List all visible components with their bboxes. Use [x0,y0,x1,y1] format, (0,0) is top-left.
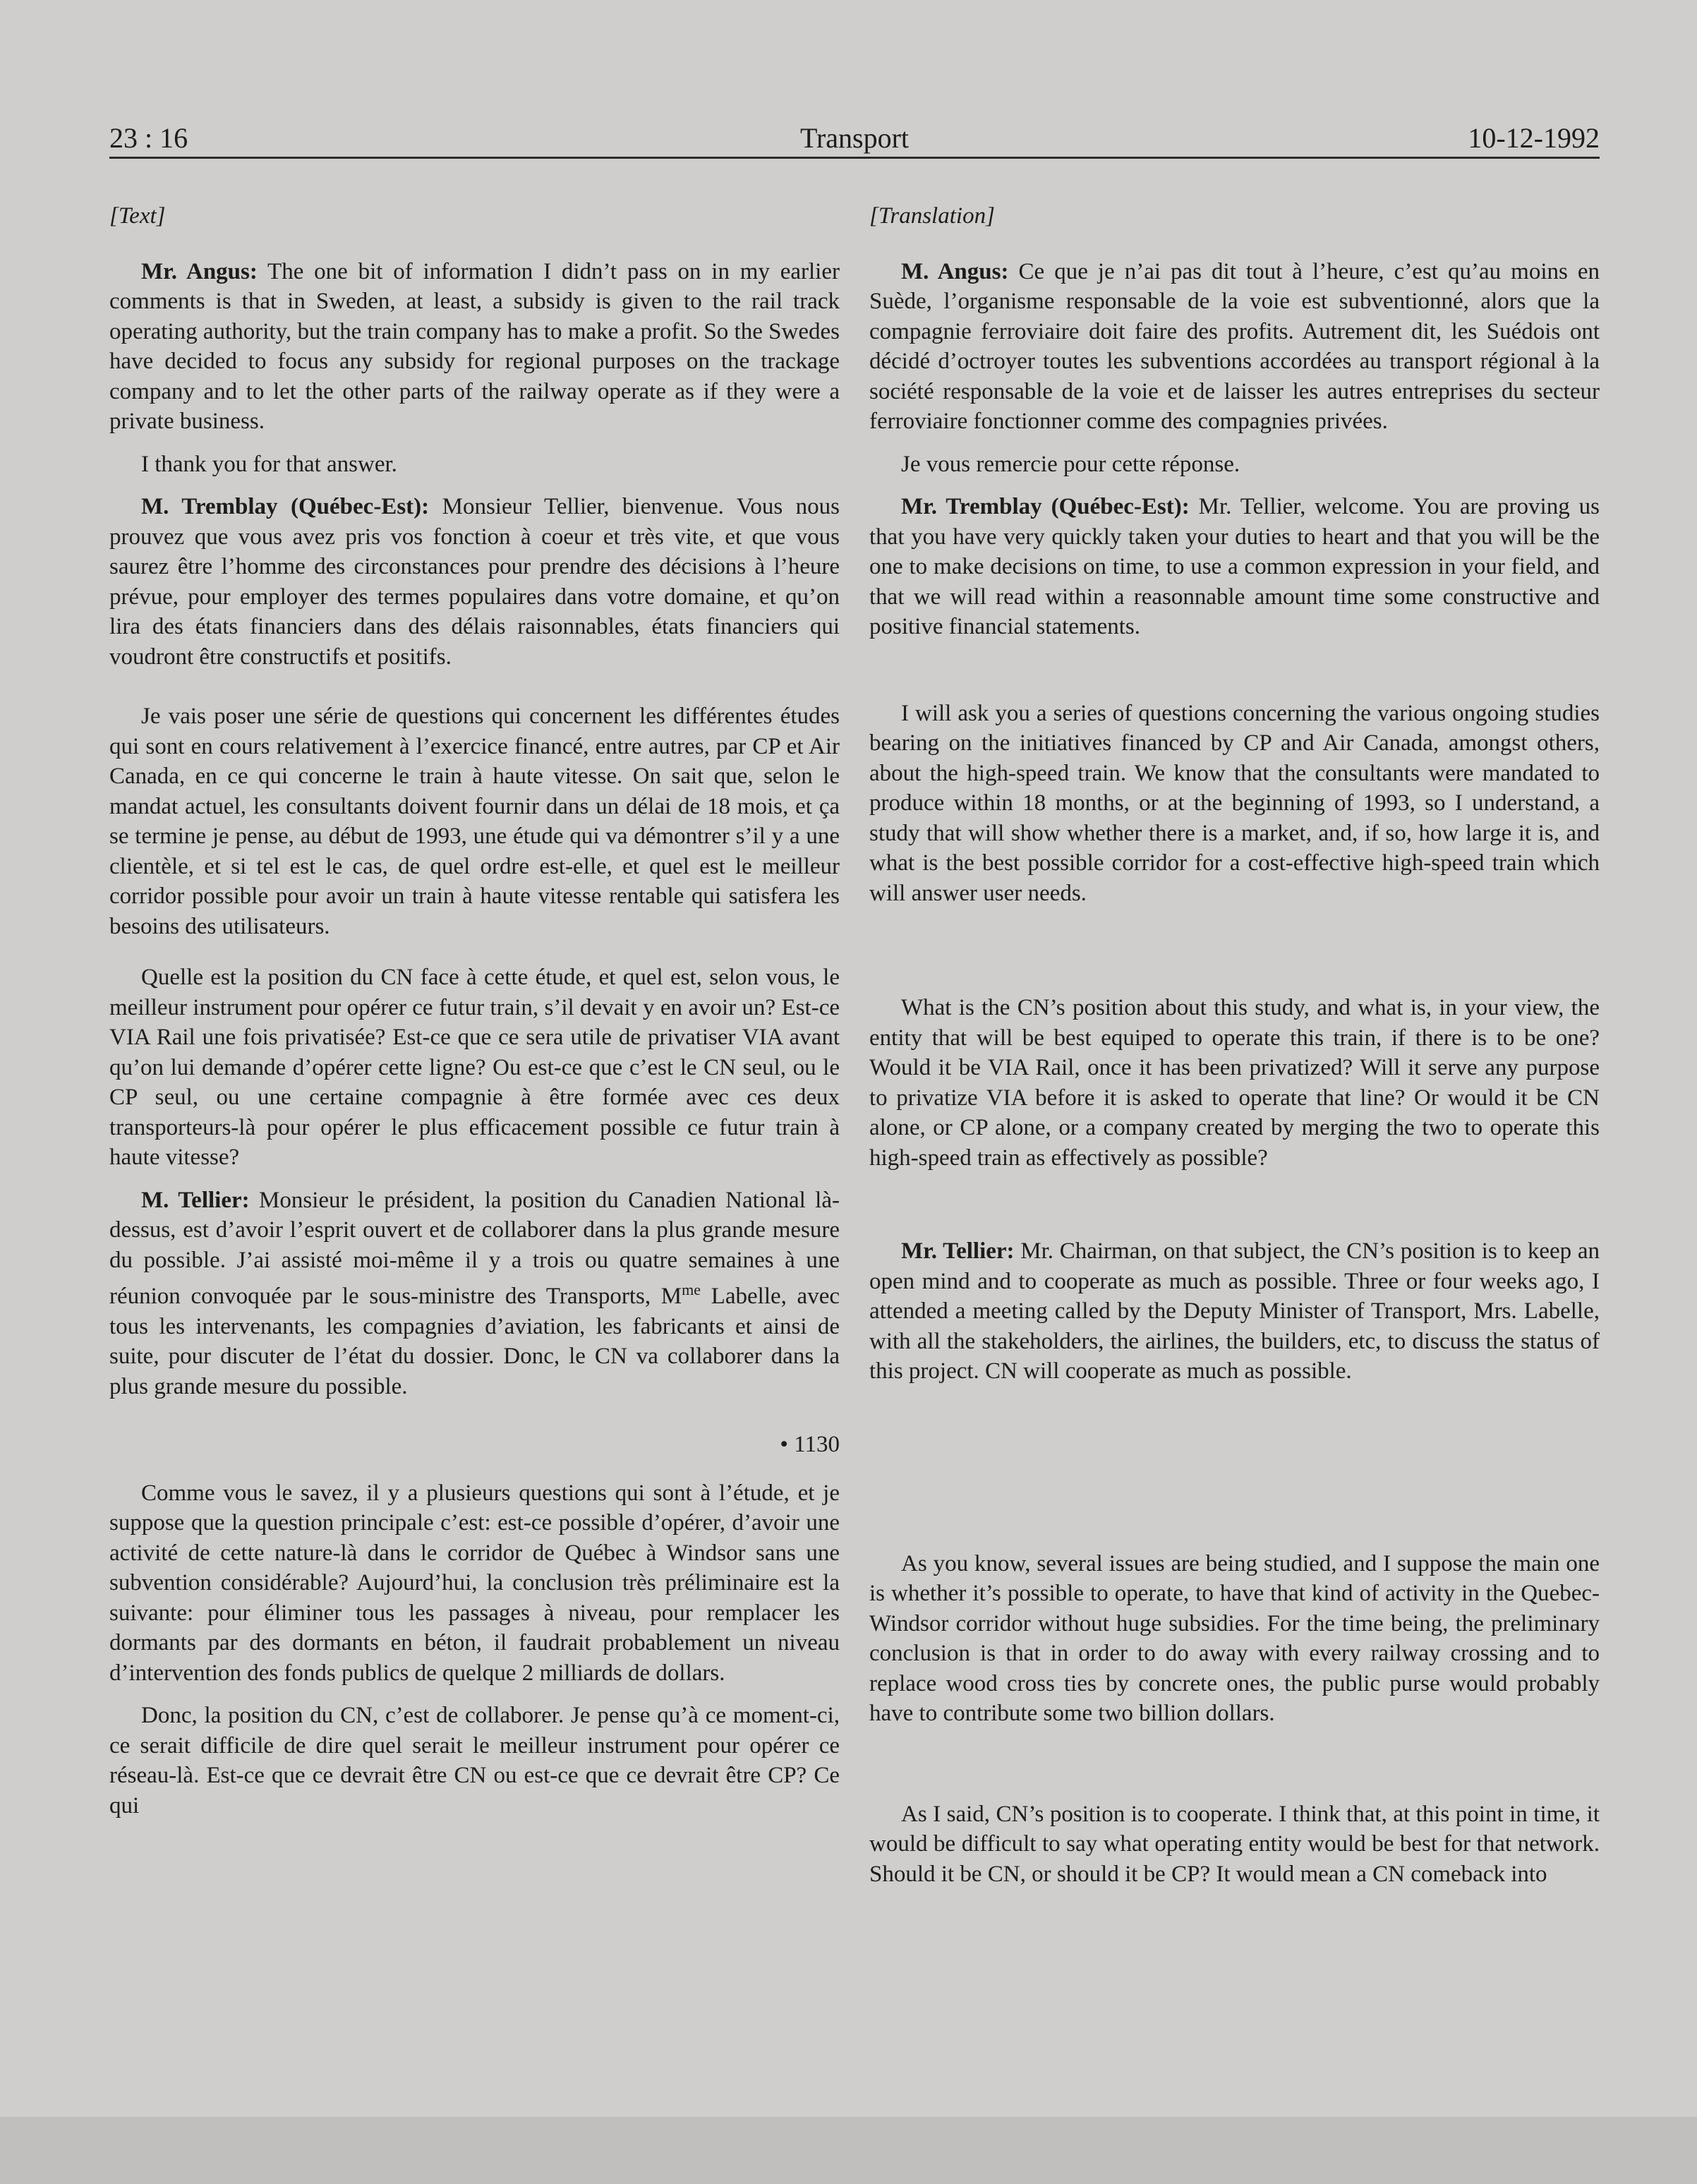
paragraph [869,492,1600,642]
paragraph-text: Monsieur Tellier, bienvenue. Vous nous prouvez que vous avez pris vos fonction à coeur et très vite, et que vous saurez être l’homme des circonstances pour prendre des décisions à l’heure prévue, pour employer des termes populaires dans votre domaine, et qu’on lira des états financiers dans des délais raisonnables, états financiers qui voudront être constructifs et positifs. [109,494,840,670]
paragraph: Quelle est la position du CN face à cette étude, et quel est, selon vous, le meilleur instrument pour opérer ce futur train, s’il devait y en avoir un? Est-ce VIA Rail une fois privatisée? Est-ce que ce sera utile de privatiser VIA avant qu’on lui demande d’opérer cette ligne? Ou est-ce que c’est le CN seul, ou le CP seul, ou une certaine compagnie à être formée avec ces deux transporteurs-là pour opérer le plus efficacement possible ce futur train à haute vitesse? [109,965,840,1170]
paragraph: What is the CN’s position about this study, and what is, in your view, the entity that will be best equiped to operate this train, if there is to be one? Would it be VIA Rail, once it has been privatized? Will it serve any purpose to privatize VIA before it is asked to operate that line? Or would it be CN alone, or CP alone, or a company created by merging the two to operate this high-speed train as effectively as possible? [869,995,1600,1171]
scan-shadow [0,2117,1697,2184]
paragraph-text: The one bit of information I didn’t pass on in my earlier comments is that in Sweden, at least, a subsidy is given to the rail track operating authority, but the train company has to make a profit. So the Swedes have decided to focus any subsidy for regional purposes on the trackage company and to let the other parts of the railway operate as if they were a private business. [109,258,840,434]
speaker: Mr. Angus: [141,258,258,284]
time-marker: • 1130 [780,1432,840,1457]
running-header [109,121,1600,159]
paragraph: As you know, several issues are being studied, and I suppose the main one is whether it’s possible to operate, to have that kind of activity in the Quebec-Windsor corridor without huge subsidies. For the time being, the preliminary conclusion is that in order to do away with every railway crossing and to replace wood cross ties by concrete ones, the public purse would probably have to contribute some two billion dollars. [869,1550,1600,1726]
paragraph: Comme vous le savez, il y a plusieurs questions qui sont à l’étude, et je suppose que la question principale c’est: est-ce possible d’opérer, d’avoir une activité de cette nature-là dans le corridor de Québec à Windsor sans une subvention considérable? Aujourd’hui, la conclusion très préliminaire est la suivante: pour éliminer tous les passages à niveau, pour remplacer les dormants par des dormants en béton, il faudrait probablement un niveau d’intervention des fonds publics de quelque 2 milliards de dollars. [109,1480,840,1686]
speaker: Mr. Tremblay (Québec-Est): [901,494,1190,519]
paragraph: I will ask you a series of questions concerning the various ongoing studies bearing on the initiatives financed by CP and Air Canada, amongst others, about the high-speed train. We know that the consultants were mandated to produce within 18 months, or at the beginning of 1993, so I understand, a study that will show whether there is a market, and, if so, how large it is, and what is the best possible corridor for a cost-effective high-speed train which will answer user needs. [869,700,1600,906]
paragraph: Donc, la position du CN, c’est de collaborer. Je pense qu’à ce moment-ci, ce serait difficile de dire quel serait le meilleur instrument pour opérer ce réseau-là. Est-ce que ce devrait être CN ou est-ce que ce devrait être CP? Ce qui [109,1703,840,1818]
header-date: 10-12-1992 [1468,122,1600,154]
paragraph [109,257,840,437]
paragraph-text: Ce que je n’ai pas dit tout à l’heure, c’est qu’au moins en Suède, l’organisme responsable de la voie est subventionné, alors que la compagnie ferroviaire doit faire des profits. Autrement dit, les Suédois ont décidé d’octroyer toutes les subventions accordées au transport régional à la société responsable de la voie et de laisser les autres entreprises du secteur ferroviaire fonctionner comme des compagnies privées. [869,258,1600,434]
column-tag: [Translation] [869,203,995,229]
paragraph-text: Monsieur le président, la position du Canadien National là-dessus, est d’avoir l’esprit ouvert et de collaborer dans la plus grande mesure du possible. J’ai assisté moi-même il y a trois ou quatre semaines à une réunion convoquée par le sous-ministre des Transports, M [109,1187,840,1309]
paragraph: I thank you for that answer. [141,451,397,477]
superscript: me [682,1281,701,1298]
paragraph [109,492,840,672]
speaker: M. Tremblay (Québec-Est): [141,494,430,519]
paragraph-text: Mr. Chairman, on that subject, the CN’s position is to keep an open mind and to cooperate as much as possible. Three or four weeks ago, I attended a meeting called by the Deputy Minister of Transport, Mrs. Labelle, with all the stakeholders, the airlines, the builders, etc, to discuss the status of this project. CN will cooperate as much as possible. [869,1238,1600,1384]
header-title: Transport [799,122,910,154]
page-number: 23 : 16 [109,122,188,154]
paragraph [869,1236,1600,1387]
paragraph-text: Mr. Tellier, welcome. You are proving us that you have very quickly taken your duties to heart and that you will be the one to make decisions on time, to use a common expression in your field, and that we will read within a reasonnable amount time some constructive and positive financial statements. [869,494,1600,639]
speaker: Mr. Tellier: [901,1238,1015,1264]
paragraph-text: Labelle, avec tous les intervenants, les compagnies d’aviation, les fabricants et ainsi de suite, pour discuter de l’état du dossier. Donc, le CN va collaborer dans la plus grande mesure du possible. [109,1284,840,1399]
column-tag: [Text] [109,203,166,229]
paragraph: Je vous remercie pour cette réponse. [901,451,1240,477]
paragraph: Je vais poser une série de questions qui concernent les différentes études qui sont en cours relativement à l’exercice financé, entre autres, par CP et Air Canada, en ce qui concerne le train à haute vitesse. On sait que, selon le mandat actuel, les consultants doivent fournir dans un délai de 18 mois, et ça se termine je pense, au début de 1993, une étude qui va démontrer s’il y a une clientèle, et si tel est le cas, de quel ordre est-elle, et quel est le meilleur corridor possible pour avoir un train à haute vitesse rentable qui satisfera les besoins des utilisateurs. [109,704,840,939]
speaker: M. Angus: [901,258,1009,284]
paragraph: As I said, CN’s position is to cooperate. I think that, at this point in time, it would be difficult to say what operating entity would be best for that network. Should it be CN, or should it be CP? It would mean a CN comeback into [869,1801,1600,1887]
paragraph [869,257,1600,437]
speaker: M. Tellier: [141,1187,250,1213]
right-column [869,201,1600,1889]
paragraph [109,1185,840,1402]
left-column [109,201,840,1821]
